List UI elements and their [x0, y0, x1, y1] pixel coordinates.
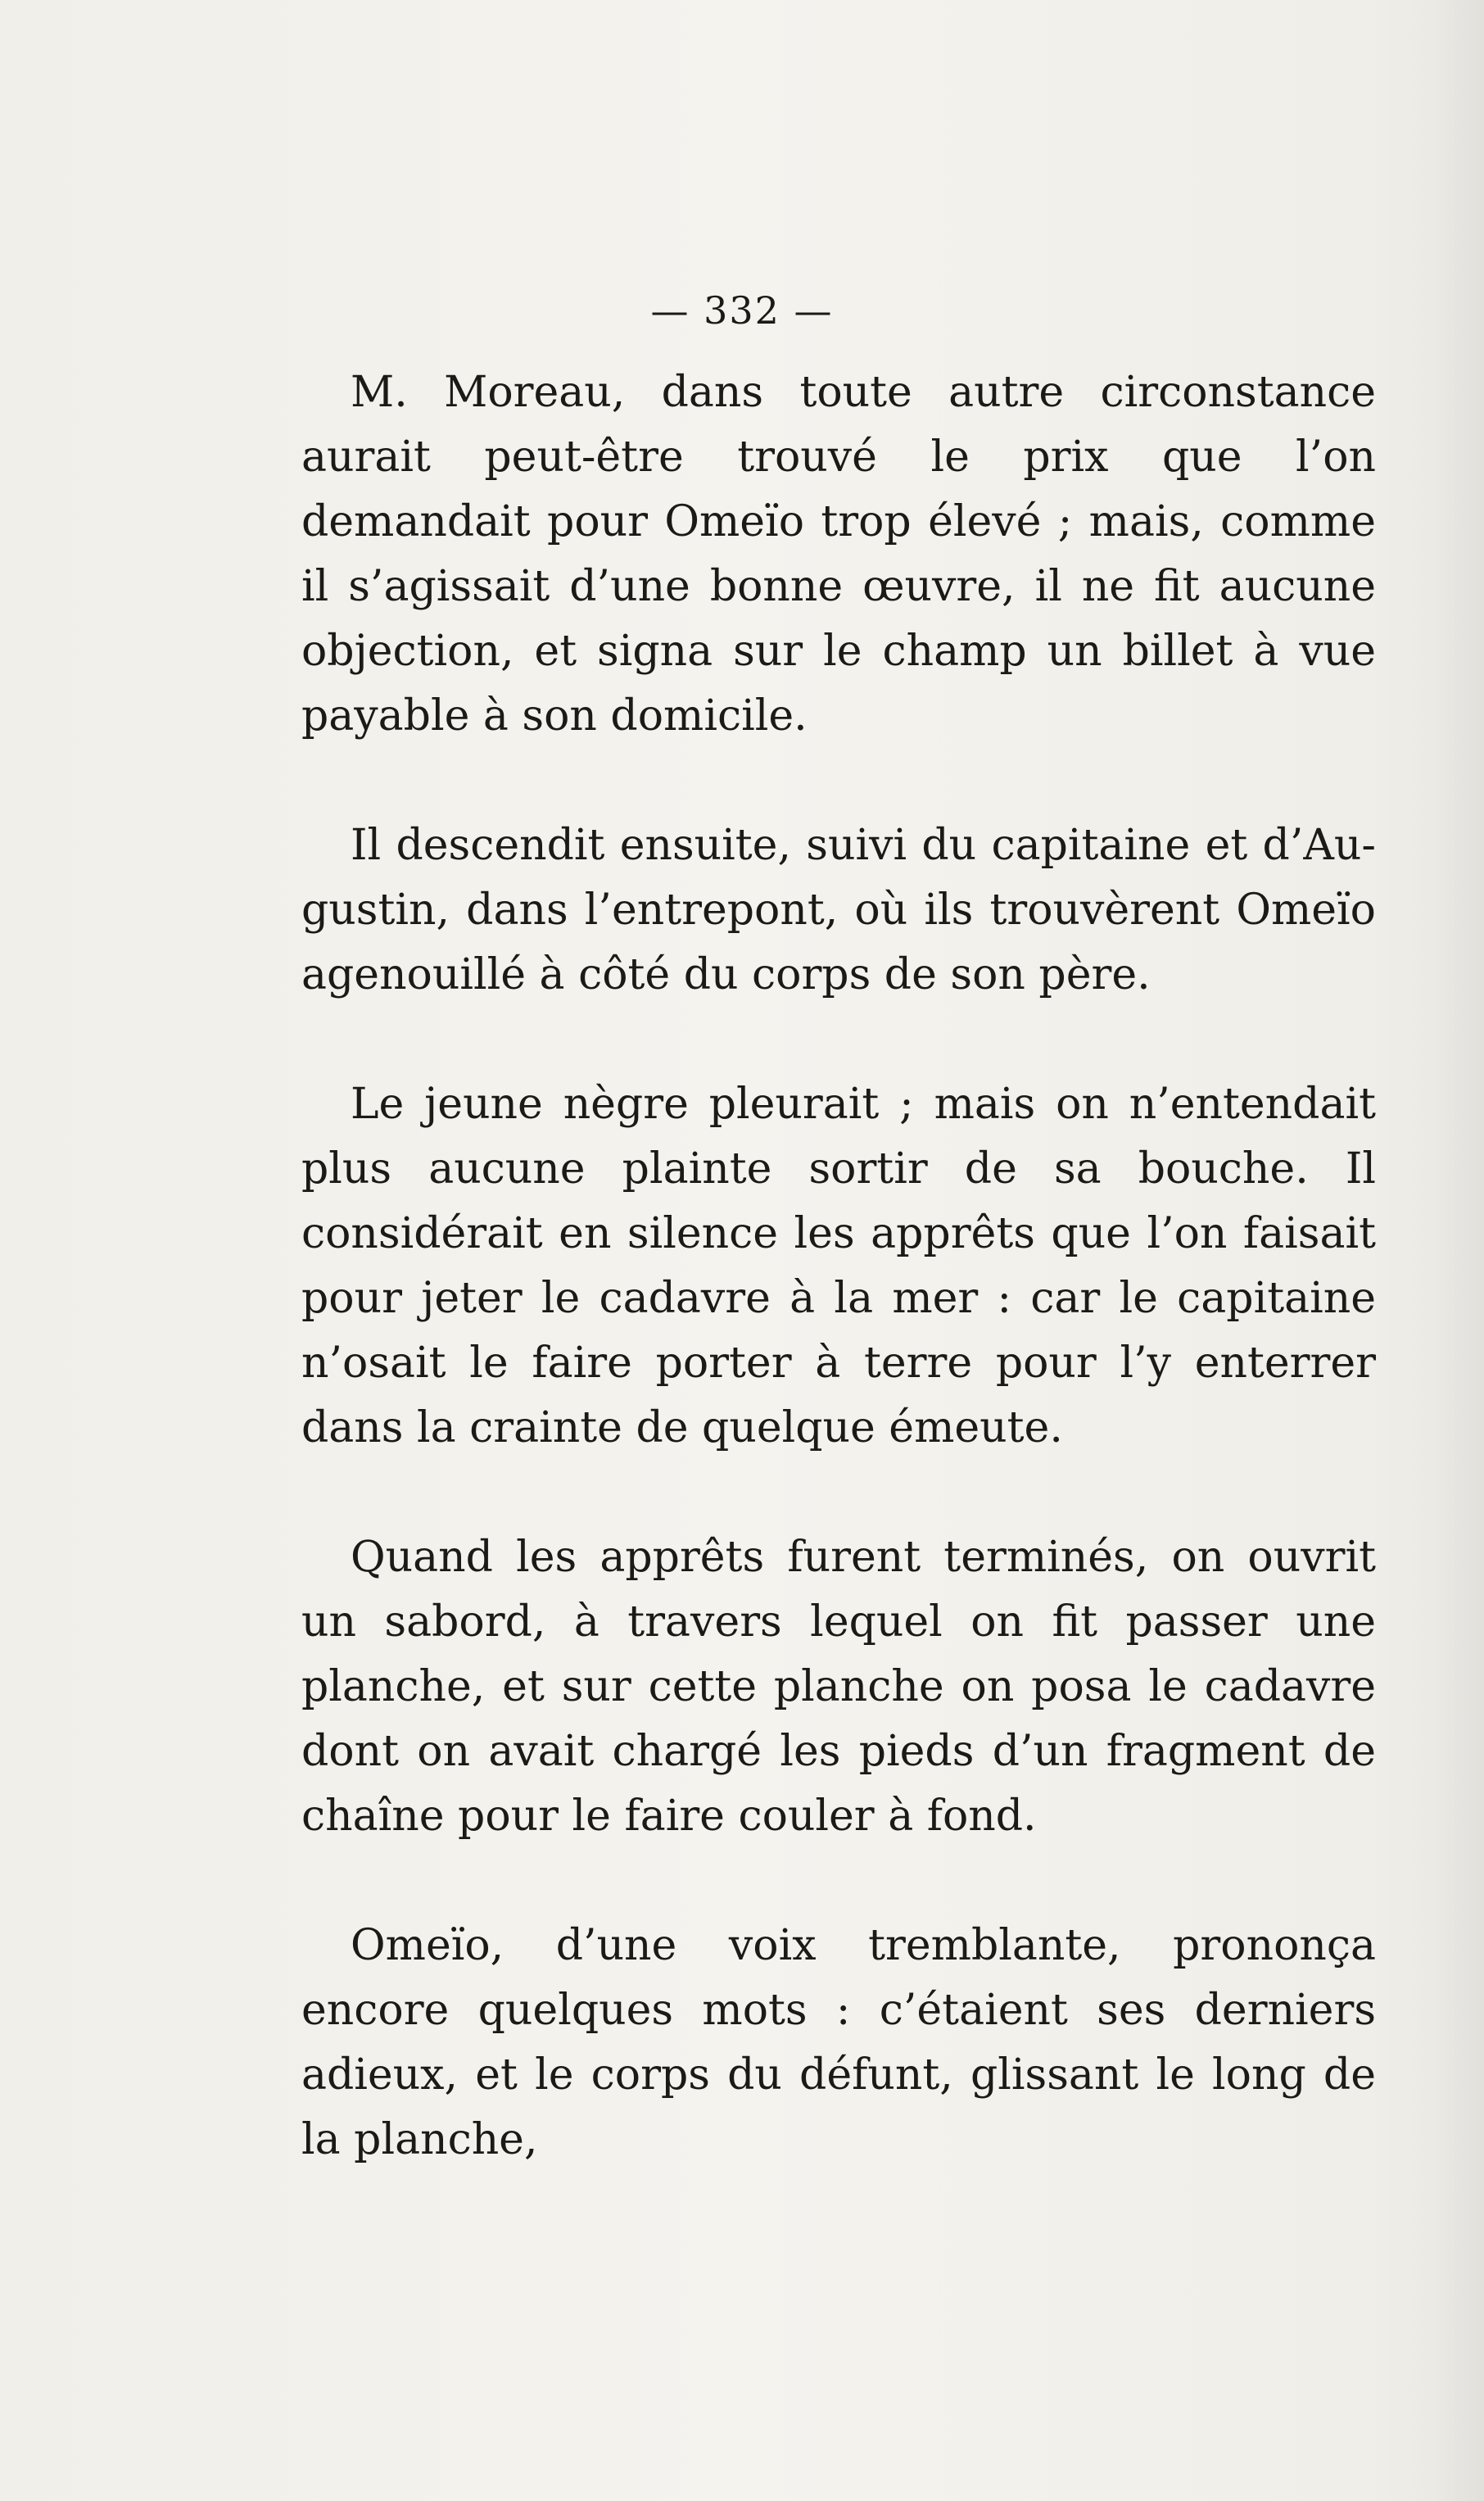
paragraph-5: Omeïo, d’une voix tremblante, prononça encore quelques mots : c’étaient ses derniers adieux, et le corps du défunt, glissant le long de la planche,: [301, 1921, 1376, 2164]
body-text: [301, 360, 1376, 2173]
paragraph-3: Le jeune nègre pleurait ; mais on n’entendait plus aucune plainte sortir de sa bouche. Il considérait en silence les apprêts que l’on faisait pour jeter le cadavre à la mer : car le capitaine n’osait le faire porter à terre pour l’y enterrer dans la crainte de quelque émeute.: [301, 1080, 1376, 1452]
paragraph-1: M. Moreau, dans toute autre circonstance aurait peut-être trouvé le prix que l’on demandait pour Omeïo trop élevé ; mais, comme il s’agissait d’une bonne œuvre, il ne fit aucune objection, et signa sur le champ un billet à vue payable à son domicile.: [301, 368, 1376, 741]
page-edge-shadow: [1435, 0, 1484, 2501]
page-number: — 332 —: [650, 288, 834, 333]
paragraph-2: Il descendit ensuite, suivi du capitaine et d’Augustin, dans l’entrepont, où ils trouvèrent Omeïo agenouillé à côté du corps de son père.: [301, 821, 1376, 999]
paragraph-4: Quand les apprêts furent terminés, on ouvrit un sabord, à travers lequel on fit passer une planche, et sur cette planche on posa le cadavre dont on avait chargé les pieds d’un fragment de chaîne pour le faire couler à fond.: [301, 1533, 1376, 1841]
